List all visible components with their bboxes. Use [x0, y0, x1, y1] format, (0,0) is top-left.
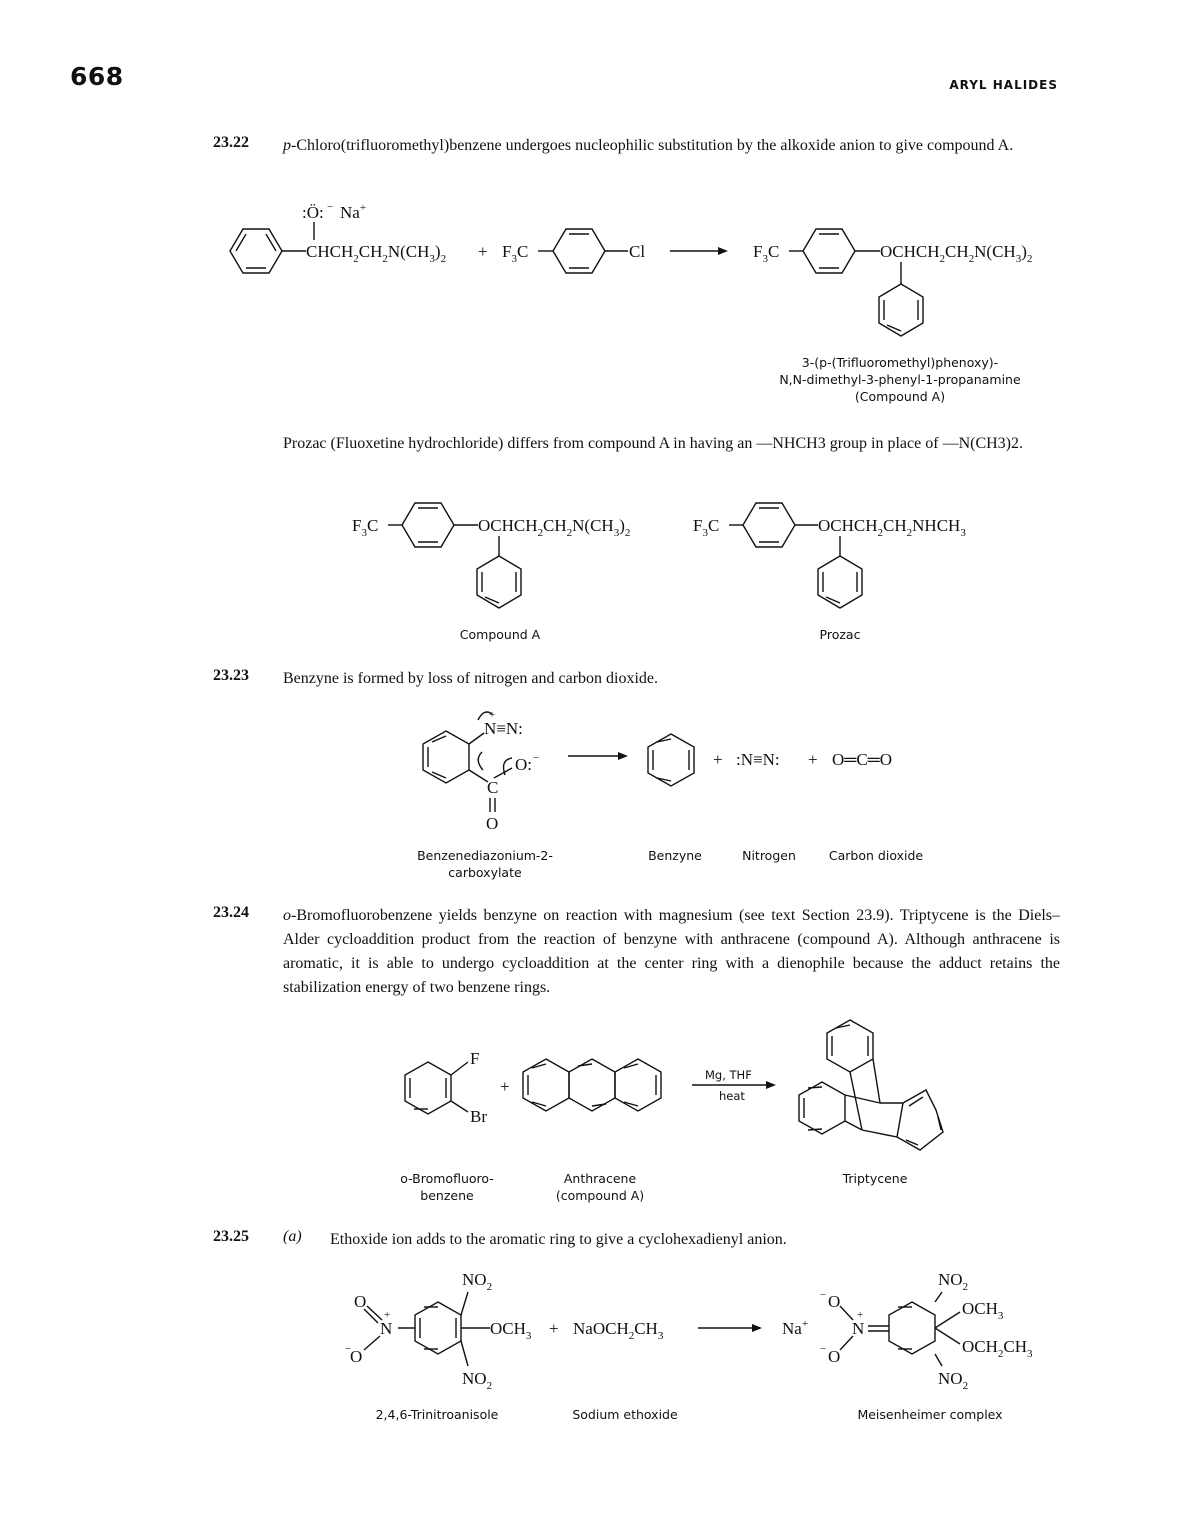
carbonyl-oxygen: O — [486, 814, 499, 833]
condition-reagent: Mg, THF — [705, 1068, 752, 1082]
sodium-cation: Na+ — [782, 1318, 809, 1338]
meisenheimer-no2-bottom: $NO_2$ — [938, 1369, 969, 1392]
plus-sign-4: + — [500, 1077, 510, 1096]
triptycene-structure — [799, 1020, 943, 1150]
cyclohexadienyl-ring — [889, 1302, 935, 1354]
problem-number-23-22: 23.22 — [213, 134, 249, 151]
nitro-o-bottom: O — [350, 1347, 363, 1366]
carboxylate-oxygen: O: — [515, 755, 532, 774]
plus-sign-2: + — [713, 750, 723, 769]
nitro-n-charge: + — [384, 1309, 391, 1321]
f3c-label-product: $F_3C$ — [753, 242, 780, 265]
running-title: ARYL HALIDES — [949, 78, 1058, 92]
prozac-aryl-ring — [743, 503, 795, 547]
plus-sign-3: + — [808, 750, 818, 769]
caption-trinitroanisole: 2,4,6-Trinitroanisole — [375, 1407, 499, 1422]
problem-number-23-24: 23.24 — [213, 904, 249, 921]
meisenheimer-no2-top: $NO_2$ — [938, 1270, 969, 1293]
prozac-chain: $OCHCH_2CH_2NHCH_3$ — [818, 516, 966, 539]
product-aryl-ring — [803, 229, 855, 273]
curved-arrow-2 — [478, 752, 483, 770]
anthracene-rings — [523, 1059, 661, 1111]
problem-23-22-text: p-Chloro(trifluoromethyl)benzene undergoes nucleophilic substitution by the alkoxide anion to give compound A. — [283, 137, 1014, 154]
trinitroanisole-ring — [415, 1302, 461, 1354]
alkoxide-side-chain: $CHCH_2CH_2N(CH_3)_2$ — [306, 242, 447, 265]
page-number: 668 — [70, 62, 124, 91]
caption-carbon-dioxide: Carbon dioxide — [828, 848, 924, 863]
phenyl-ring-reactant — [230, 229, 282, 273]
f3c-label-compound-a: $F_3C$ — [352, 516, 379, 539]
caption-prozac: Prozac — [819, 627, 861, 642]
meisenheimer-n: N — [852, 1319, 865, 1338]
alkoxide-oxygen: :Ö: — [302, 203, 324, 222]
compound-a-phenyl-ring — [477, 556, 521, 608]
prozac-phenyl-ring — [818, 556, 862, 608]
meisenheimer-n-charge: + — [857, 1309, 864, 1321]
caption-anthracene: Anthracene (compound A) — [555, 1171, 645, 1203]
alkoxide-charge: − — [327, 201, 334, 213]
no2-bottom-label: $NO_2$ — [462, 1369, 493, 1392]
problem-23-22-text2: Prozac (Fluoxetine hydrochloride) differs from compound A in having an —NHCH3 group in place of —N(CH3)2. — [283, 435, 1023, 452]
caption-nitrogen: Nitrogen — [742, 848, 796, 863]
benzyne-ring — [648, 734, 694, 786]
meisenheimer-o-bottom-charge: − — [820, 1343, 827, 1355]
caption-benzyne: Benzyne — [648, 848, 702, 863]
f3c-label-prozac: $F_3C$ — [693, 516, 720, 539]
caption-meisenheimer: Meisenheimer complex — [857, 1407, 1003, 1422]
carbon-dioxide-molecule: O═C═O — [832, 750, 892, 769]
problem-23-23-text: Benzyne is formed by loss of nitrogen and carbon dioxide. — [283, 670, 659, 687]
problem-23-25-part: (a) — [283, 1228, 302, 1245]
product-phenyl-ring — [879, 284, 923, 336]
compound-a-aryl-ring — [402, 503, 454, 547]
plus-sign-5: + — [549, 1319, 559, 1338]
diazonium-group: N≡N: — [484, 719, 523, 738]
nitro-o-charge: − — [345, 1343, 352, 1355]
bromine-label: Br — [470, 1107, 487, 1126]
compound-a-name: 3-(p-(Trifluoromethyl)phenoxy)- N,N-dimethyl-3-phenyl-1-propanamine (Compound A) — [779, 355, 1021, 404]
caption-o-bromofluorobenzene: o-Bromofluoro- benzene — [400, 1171, 494, 1203]
caption-triptycene: Triptycene — [842, 1171, 908, 1186]
meisenheimer-o-bottom: O — [828, 1347, 841, 1366]
diazonium-carboxylate-ring — [423, 731, 469, 783]
diazonium-charge: + — [489, 709, 496, 721]
caption-sodium-ethoxide: Sodium ethoxide — [572, 1407, 678, 1422]
meisenheimer-o-top-charge: − — [820, 1289, 827, 1301]
no2-top-label: $NO_2$ — [462, 1270, 493, 1293]
bromofluorobenzene-ring — [405, 1062, 451, 1114]
carboxylate-charge: − — [533, 752, 540, 764]
carbonyl-carbon: C — [487, 778, 499, 797]
meisenheimer-ethoxy: $OCH_2CH_3$ — [962, 1337, 1033, 1360]
chlorobenzene-ring — [553, 229, 605, 273]
meisenheimer-methoxy: $OCH_3$ — [962, 1299, 1004, 1322]
curved-arrow-3 — [504, 758, 512, 775]
methoxy-label: $OCH_3$ — [490, 1319, 532, 1342]
caption-benzenediazonium: Benzenediazonium-2- carboxylate — [417, 848, 553, 880]
nitro-n-left: N — [380, 1319, 393, 1338]
meisenheimer-o-top: O — [828, 1292, 841, 1311]
problem-number-23-23: 23.23 — [213, 667, 249, 684]
chlorine-label: Cl — [629, 242, 646, 261]
problem-number-23-25: 23.25 — [213, 1228, 249, 1245]
condition-heat: heat — [719, 1089, 745, 1103]
sodium-counterion: Na+ — [340, 202, 367, 222]
nitro-o-top: O — [354, 1292, 367, 1311]
caption-compound-a: Compound A — [459, 627, 541, 642]
compound-a-chain: $OCHCH_2CH_2N(CH_3)_2$ — [478, 516, 631, 539]
f3c-label-1: $F_3C$ — [502, 242, 529, 265]
problem-23-25-text: Ethoxide ion adds to the aromatic ring to give a cyclohexadienyl anion. — [330, 1231, 787, 1248]
problem-23-24-text: o-Bromofluorobenzene yields benzyne on reaction with magnesium (see text Section 23.9). Triptycene is the Diels–Alder cycloaddition product from the reaction of benzyne with anthracene (compound A). Although anthracene is aromatic, it is able to undergo cycloaddition at the center ring with a dienophile because the adduct retains the stabilization energy of two benzene rings. — [283, 907, 1060, 996]
sodium-ethoxide-label: $NaOCH_2CH_3$ — [573, 1319, 664, 1342]
product-chain: $OCHCH_2CH_2N(CH_3)_2$ — [880, 242, 1033, 265]
plus-sign-1: + — [478, 242, 488, 261]
fluorine-label: F — [470, 1049, 480, 1068]
nitrogen-molecule: :N≡N: — [736, 750, 780, 769]
